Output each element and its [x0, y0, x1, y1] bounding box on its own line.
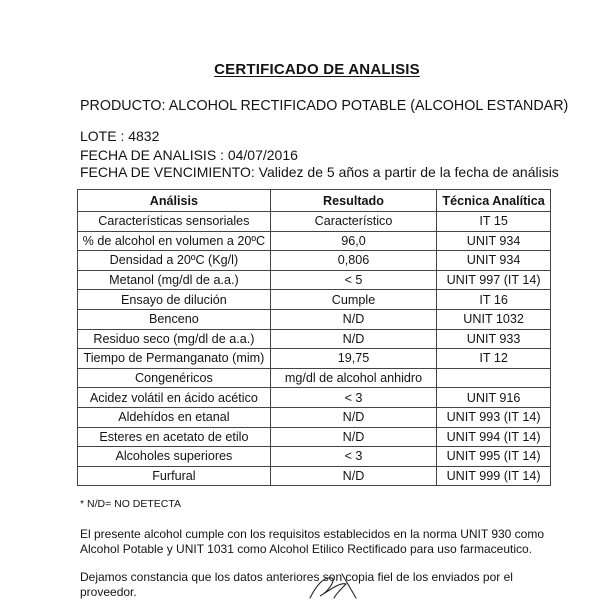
analysis-table — [77, 189, 551, 486]
table-row — [78, 349, 551, 369]
resultado-cell: N/D — [270, 329, 436, 349]
header-analisis: Análisis — [78, 190, 271, 212]
analisis-cell: Benceno — [78, 309, 271, 329]
table-row — [78, 447, 551, 467]
analisis-cell: Metanol (mg/dl de a.a.) — [78, 270, 271, 290]
analysis-date-line: FECHA DE ANALISIS : 04/07/2016 — [80, 147, 298, 163]
resultado-cell: N/D — [270, 309, 436, 329]
analisis-cell: % de alcohol en volumen a 20ºC — [78, 231, 271, 251]
table-row — [78, 388, 551, 408]
analisis-cell: Congenéricos — [78, 368, 271, 388]
tecnica-cell: IT 12 — [437, 349, 551, 369]
analisis-cell: Tiempo de Permanganato (mim) — [78, 349, 271, 369]
table-row — [78, 290, 551, 310]
analisis-cell: Características sensoriales — [78, 212, 271, 232]
analisis-cell: Furfural — [78, 466, 271, 486]
tecnica-cell: UNIT 934 — [437, 231, 551, 251]
resultado-cell: 19,75 — [270, 349, 436, 369]
resultado-cell: Cumple — [270, 290, 436, 310]
resultado-cell: N/D — [270, 427, 436, 447]
resultado-cell: < 3 — [270, 388, 436, 408]
analisis-cell: Acidez volátil en ácido acético — [78, 388, 271, 408]
resultado-cell: 96,0 — [270, 231, 436, 251]
tecnica-cell: UNIT 995 (IT 14) — [437, 447, 551, 467]
resultado-cell: mg/dl de alcohol anhidro — [270, 368, 436, 388]
resultado-cell: N/D — [270, 466, 436, 486]
header-tecnica: Técnica Analítica — [437, 190, 551, 212]
tecnica-cell: UNIT 934 — [437, 251, 551, 271]
tecnica-cell: UNIT 999 (IT 14) — [437, 466, 551, 486]
footnote: * N/D= NO DETECTA — [80, 498, 182, 510]
table-row — [78, 309, 551, 329]
table-row — [78, 329, 551, 349]
product-line: PRODUCTO: ALCOHOL RECTIFICADO POTABLE (ALCOHOL ESTANDAR) — [80, 98, 569, 114]
tecnica-cell: IT 15 — [437, 212, 551, 232]
table-row — [78, 270, 551, 290]
signature-mark — [306, 572, 366, 600]
table-row — [78, 407, 551, 427]
resultado-cell: N/D — [270, 407, 436, 427]
analisis-cell: Aldehídos en etanal — [78, 407, 271, 427]
table-body — [78, 212, 551, 486]
header-resultado: Resultado — [270, 190, 436, 212]
tecnica-cell: UNIT 916 — [437, 388, 551, 408]
tecnica-cell: UNIT 1032 — [437, 309, 551, 329]
analisis-cell: Alcoholes superiores — [78, 447, 271, 467]
tecnica-cell: UNIT 997 (IT 14) — [437, 270, 551, 290]
tecnica-cell: UNIT 933 — [437, 329, 551, 349]
table-row — [78, 368, 551, 388]
supplier-paragraph: Dejamos constancia que los datos anteriores son copia fiel de los enviados por el proveedor. — [80, 570, 513, 599]
analisis-cell: Densidad a 20ºC (Kg/l) — [78, 251, 271, 271]
analisis-cell: Ensayo de dilución — [78, 290, 271, 310]
certificate-title: CERTIFICADO DE ANALISIS — [214, 61, 420, 78]
tecnica-cell: UNIT 993 (IT 14) — [437, 407, 551, 427]
expiry-line: FECHA DE VENCIMIENTO: Validez de 5 años a partir de la fecha de análisis — [80, 164, 559, 180]
tecnica-cell — [437, 368, 551, 388]
compliance-paragraph: El presente alcohol cumple con los requisitos establecidos en la norma UNIT 930 como Alcohol Potable y UNIT 1031 como Alcohol Etilico Rectificado para uso farmaceutico. — [80, 527, 545, 556]
table-row — [78, 251, 551, 271]
table-row — [78, 231, 551, 251]
table-row — [78, 212, 551, 232]
table-row — [78, 427, 551, 447]
resultado-cell: < 5 — [270, 270, 436, 290]
table-row — [78, 466, 551, 486]
resultado-cell: 0,806 — [270, 251, 436, 271]
analisis-cell: Residuo seco (mg/dl de a.a.) — [78, 329, 271, 349]
tecnica-cell: IT 16 — [437, 290, 551, 310]
tecnica-cell: UNIT 994 (IT 14) — [437, 427, 551, 447]
analisis-cell: Esteres en acetato de etilo — [78, 427, 271, 447]
resultado-cell: < 3 — [270, 447, 436, 467]
table-header-row — [78, 190, 551, 212]
lote-line: LOTE : 4832 — [80, 128, 160, 144]
resultado-cell: Característico — [270, 212, 436, 232]
